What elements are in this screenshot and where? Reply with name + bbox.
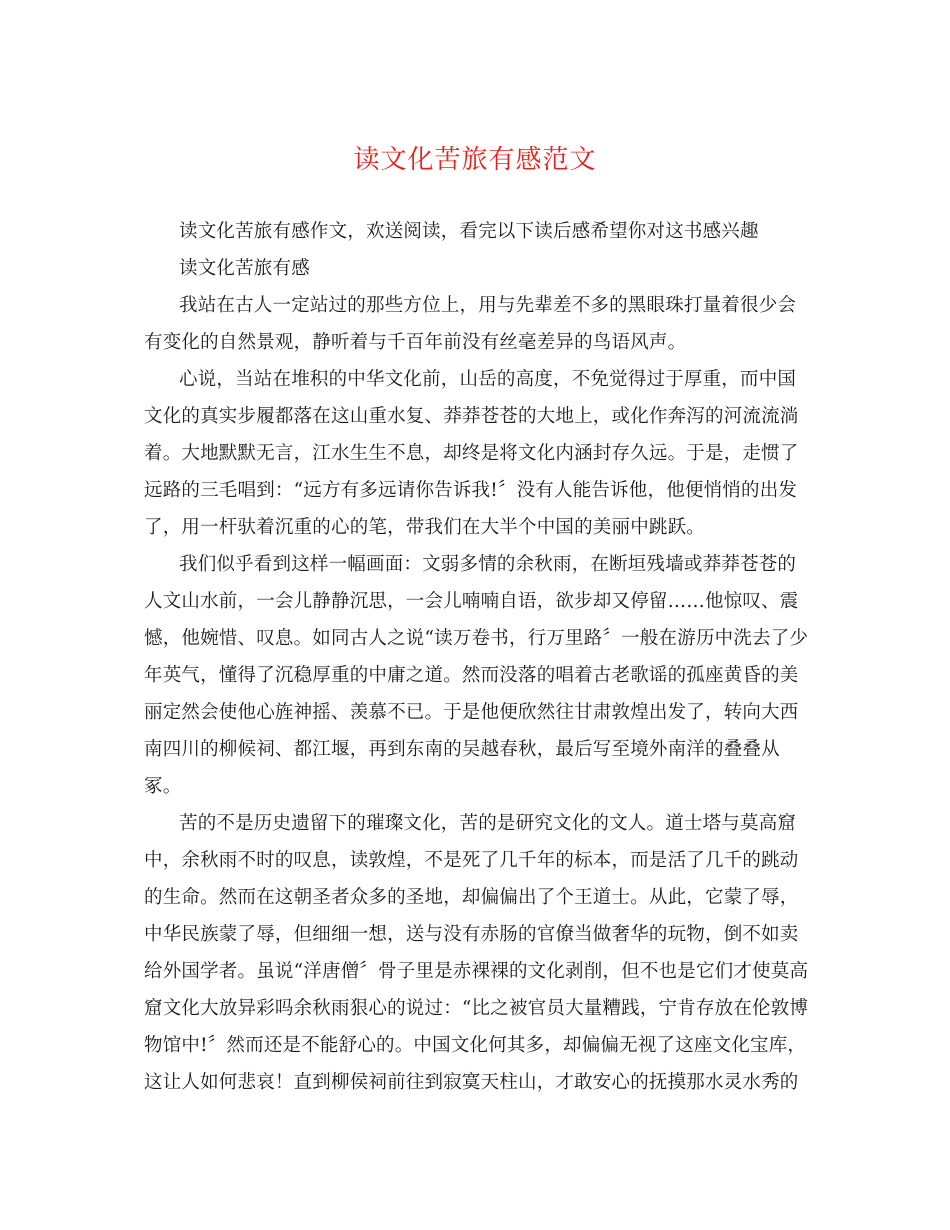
text-line: 我们似乎看到这样一幅画面：文弱多情的余秋雨，在断垣残墙或莽莽苍苍的 (179, 554, 797, 575)
text-line: 南四川的柳候祠、都江堰，再到东南的吴越春秋，最后写至境外南洋的叠叠从 (144, 739, 780, 760)
text-line: 读文化苦旅有感 (179, 258, 310, 279)
text-line: 有变化的自然景观，静听着与千百年前没有丝毫差异的鸟语风声。 (144, 332, 687, 353)
text-line: 憾，他婉惜、叹息。如同古人之说“读万卷书，行万里路〞一般在游历中洗去了少 (144, 628, 809, 649)
text-line: 我站在古人一定站过的那些方位上，用与先辈差不多的黑眼珠打量着很少会 (179, 295, 797, 316)
text-line: 年英气，懂得了沉稳厚重的中庸之道。然而没落的唱着古老歌谣的孤座黄昏的美 (144, 665, 799, 686)
text-line: 的生命。然而在这朝圣者众多的圣地，却偏偏出了个王道士。从此，它蒙了辱， (144, 887, 799, 908)
text-line: 读文化苦旅有感作文，欢送阅读，看完以下读后感希望你对这书感兴趣 (179, 221, 759, 242)
text-line: 物馆中!〞然而还是不能舒心的。中国文化何其多，却偏偏无视了这座文化宝库， (144, 1035, 807, 1056)
document-title: 读文化苦旅有感范文 (353, 145, 597, 175)
text-line: 远路的三毛唱到：“远方有多远请你告诉我!〞没有人能告诉他，他便悄悄的出发 (144, 480, 798, 501)
text-line: 中，余秋雨不时的叹息，读敦煌，不是死了几千年的标本，而是活了几千的跳动 (144, 850, 799, 871)
text-line: 人文山水前，一会儿静静沉思，一会儿喃喃自语，欲步却又停留……他惊叹、震 (144, 591, 799, 612)
text-line: 苦的不是历史遗留下的璀璨文化，苦的是研究文化的文人。道士塔与莫高窟 (179, 813, 797, 834)
text-line: 这让人如何悲哀！直到柳侯祠前往到寂寞天柱山，才敢安心的抚摸那水灵水秀的 (144, 1072, 799, 1093)
text-line: 心说，当站在堆积的中华文化前，山岳的高度，不免觉得过于厚重，而中国 (179, 369, 797, 390)
text-line: 丽定然会使他心旌神摇、羡慕不已。于是他便欣然往甘肃敦煌出发了，转向大西 (144, 702, 799, 723)
text-line: 给外国学者。虽说“洋唐僧〞骨子里是赤裸裸的文化剥削，但不也是它们才使莫高 (144, 961, 809, 982)
text-line: 冢。 (144, 776, 182, 797)
text-line: 窟文化大放异彩吗余秋雨狠心的说过：“比之被官员大量糟践，宁肯存放在伦敦博 (144, 998, 809, 1019)
text-line: 了，用一杆驮着沉重的心的笔，带我们在大半个中国的美丽中跳跃。 (144, 517, 706, 538)
text-line: 着。大地默默无言，江水生生不息，却终是将文化内涵封存久远。于是，走惯了 (144, 443, 799, 464)
text-line: 中华民族蒙了辱，但细细一想，送与没有赤肠的官僚当做奢华的玩物，倒不如卖 (144, 924, 799, 945)
text-line: 文化的真实步履都落在这山重水复、莽莽苍苍的大地上，或化作奔泻的河流流淌 (144, 406, 799, 427)
